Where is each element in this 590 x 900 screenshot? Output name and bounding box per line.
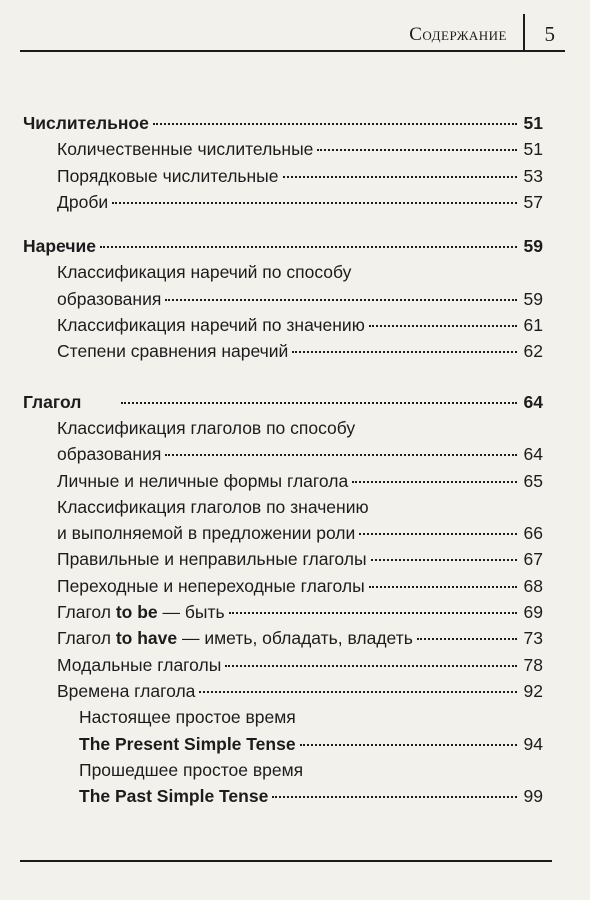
toc-item-text: Классификация глаголов по способу <box>57 417 356 438</box>
toc-item[interactable] <box>23 599 543 625</box>
toc-item-text: Порядковые числительные <box>57 165 279 186</box>
toc-item-text: Количественные числительные <box>57 139 314 160</box>
toc-page: 57 <box>523 191 543 212</box>
toc-text-bold: to be <box>115 602 158 623</box>
leader-dots <box>369 325 517 327</box>
toc-item-text <box>57 599 225 625</box>
toc-page: 59 <box>523 236 543 257</box>
leader-dots <box>165 454 517 456</box>
leader-dots <box>100 246 517 248</box>
toc-section-title: Числительное <box>23 113 149 133</box>
leader-dots <box>112 202 517 204</box>
toc-item-text: Правильные и неправильные глаголы <box>57 549 367 570</box>
toc-item-text: образования <box>57 444 162 465</box>
toc-item[interactable] <box>23 573 543 599</box>
toc-item[interactable] <box>23 546 543 572</box>
toc-item[interactable] <box>23 678 543 704</box>
toc-item-text: Классификация наречий по способу <box>57 262 352 283</box>
leader-dots <box>229 612 517 614</box>
toc-subitem-line1[interactable] <box>23 704 543 730</box>
toc-item[interactable] <box>23 136 543 162</box>
toc-text-part: — иметь, обладать, владеть <box>177 628 413 649</box>
toc-page: 51 <box>523 113 543 133</box>
running-title: Содержание <box>409 24 507 45</box>
toc-item[interactable] <box>23 189 543 215</box>
toc-item-text: The Present Simple Tense <box>79 733 296 754</box>
toc-page: 92 <box>523 680 543 701</box>
toc-item[interactable] <box>23 312 543 338</box>
toc-item-text: Классификация наречий по значению <box>57 315 365 336</box>
leader-dots <box>153 123 517 125</box>
toc-page: 66 <box>523 523 543 544</box>
toc-item[interactable] <box>23 163 543 189</box>
toc-item-text: Степени сравнения наречий <box>57 341 289 362</box>
toc-page: 53 <box>523 165 543 186</box>
toc-item[interactable] <box>23 520 543 546</box>
toc-item-text: Переходные и непереходные глаголы <box>57 575 365 596</box>
toc-section-title: Наречие <box>23 236 97 257</box>
toc-subitem-line1[interactable] <box>23 757 543 783</box>
toc-item[interactable] <box>23 652 543 678</box>
toc-page: 94 <box>523 733 543 754</box>
leader-dots <box>165 299 517 301</box>
toc-page: 69 <box>523 602 543 623</box>
leader-dots <box>292 351 517 353</box>
toc-subitem[interactable] <box>23 783 543 809</box>
leader-dots <box>352 481 517 483</box>
toc-item[interactable] <box>23 338 543 364</box>
toc-text-bold: to have <box>115 628 178 649</box>
toc-item[interactable] <box>23 286 543 312</box>
leader-dots <box>417 638 517 640</box>
toc-page: 73 <box>523 628 543 649</box>
toc-item-text: образования <box>57 288 162 309</box>
toc-item-line1[interactable] <box>23 415 543 441</box>
toc-section-title: Глагол <box>23 391 82 412</box>
toc-item-text: Прошедшее простое время <box>79 759 304 780</box>
toc-page: 59 <box>523 288 543 309</box>
leader-dots <box>317 149 517 151</box>
toc-page: 64 <box>523 391 543 412</box>
toc-subitem[interactable] <box>23 731 543 757</box>
table-of-contents <box>23 110 543 809</box>
toc-item[interactable] <box>23 468 543 494</box>
leader-dots <box>359 533 517 535</box>
toc-item[interactable] <box>23 625 543 651</box>
page-number: 5 <box>544 22 555 46</box>
leader-dots <box>199 691 517 693</box>
page-header <box>20 14 565 50</box>
leader-dots <box>272 796 517 798</box>
toc-item-text: The Past Simple Tense <box>79 786 269 807</box>
toc-item-text <box>57 625 413 651</box>
toc-item-text: Времена глагола <box>57 680 196 701</box>
toc-text-part: Глагол <box>57 602 116 623</box>
toc-section-adverb[interactable] <box>23 233 543 259</box>
toc-item-line1[interactable] <box>23 494 543 520</box>
toc-page: 61 <box>523 315 543 336</box>
toc-page: 51 <box>523 139 543 160</box>
leader-dots <box>369 586 517 588</box>
leader-dots <box>300 744 517 746</box>
toc-page: 99 <box>523 786 543 807</box>
toc-page: 62 <box>523 341 543 362</box>
header-rule <box>20 50 565 52</box>
toc-page: 78 <box>523 654 543 675</box>
toc-item[interactable] <box>23 441 543 467</box>
header-separator <box>523 14 525 50</box>
toc-section-verb[interactable] <box>23 389 543 415</box>
toc-page: 68 <box>523 575 543 596</box>
toc-item-text: Классификация глаголов по значению <box>57 496 369 517</box>
toc-item-text: и выполняемой в предложении роли <box>57 523 356 544</box>
toc-text-part: — быть <box>157 602 225 623</box>
toc-item-text: Настоящее простое время <box>79 707 296 728</box>
leader-dots <box>225 665 517 667</box>
toc-page: 64 <box>523 444 543 465</box>
toc-item-text: Модальные глаголы <box>57 654 222 675</box>
leader-dots <box>371 559 517 561</box>
toc-item-line1[interactable] <box>23 259 543 285</box>
toc-section-numerals[interactable] <box>23 110 543 136</box>
toc-text-part: Глагол <box>57 628 116 649</box>
toc-page: 67 <box>523 549 543 570</box>
toc-page: 65 <box>523 470 543 491</box>
toc-item-text: Дроби <box>57 191 109 212</box>
toc-item-text: Личные и неличные формы глагола <box>57 470 349 491</box>
leader-dots <box>121 402 517 404</box>
footer-rule <box>20 860 552 862</box>
leader-dots <box>283 176 518 178</box>
